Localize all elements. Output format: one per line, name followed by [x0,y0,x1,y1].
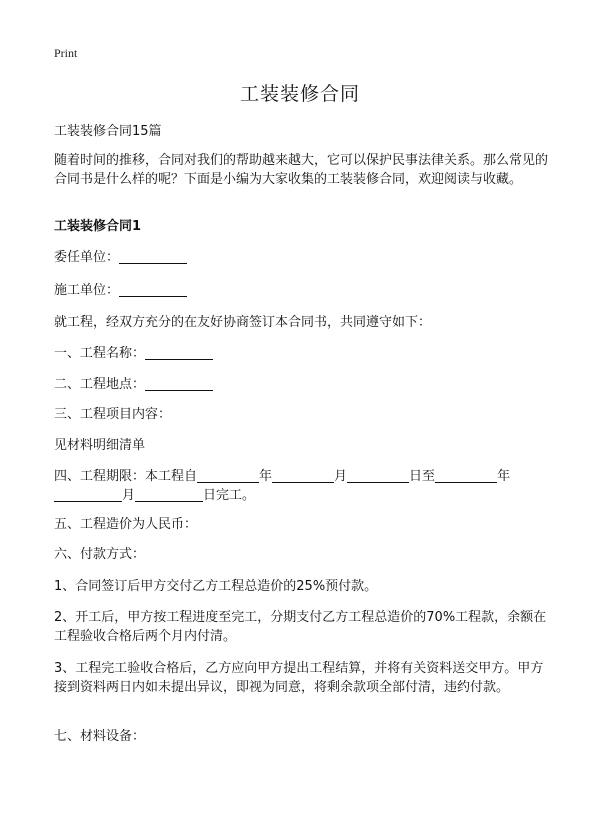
period-label: 四、工程期限：本工程自 [54,469,198,484]
start-year-blank [197,468,259,483]
end-year-blank [435,468,497,483]
agreement-text: 就工程，经双方充分的在友好协商签订本合同书，共同遵守如下： [54,315,432,330]
item-materials: 七、材料设备： [54,729,146,744]
client-blank [119,249,187,264]
item-payment-method: 六、付款方式： [54,547,146,562]
item-project-location-label: 二、工程地点： [54,377,146,392]
item-project-cost: 五、工程造价为人民币： [54,517,198,532]
project-name-blank [145,345,213,360]
contractor-field [54,281,550,300]
client-label: 委任单位： [54,250,120,265]
item-project-name-label: 一、工程名称： [54,346,146,361]
payment-clause-3: 3、工程完工验收合格后，乙方应向甲方提出工程结算，并将有关资料送交甲方。甲方接到资料两日内如未提出异议，即视为同意，将剩余款项全部付清，违约付款。 [54,661,544,695]
item-project-content: 三、工程项目内容： [54,407,172,422]
intro-paragraph: 随着时间的推移，合同对我们的帮助越来越大，它可以保护民事法律关系。那么常见的合同书是什么样的呢？下面是小编为大家收集的工装装修合同，欢迎阅读与收藏。 [54,153,549,187]
start-day-blank [347,468,409,483]
project-content-value: 见材料明细清单 [54,438,146,453]
start-month-blank [272,468,334,483]
item-project-period [54,467,550,486]
year-unit: 年 [497,469,511,484]
document-title: 工装装修合同 [239,83,360,105]
month-unit: 月 [122,488,136,503]
end-day-blank [135,487,203,502]
month-unit: 月 [334,469,348,484]
payment-clause-1: 1、合同签订后甲方交付乙方工程总造价的25%预付款。 [54,579,378,594]
day-to-unit: 日至 [409,469,436,484]
item-project-name [54,344,550,363]
item-project-period-cont [54,486,550,505]
document-subtitle: 工装装修合同15篇 [54,124,162,139]
contractor-label: 施工单位： [54,283,120,298]
payment-clause-2: 2、开工后，甲方按工程进度至完工，分期支付乙方工程总造价的70%工程款，余额在工程验收合格后两个月内付清。 [54,610,547,644]
end-month-blank [54,487,122,502]
contractor-blank [119,282,187,297]
print-link[interactable]: Print [54,46,78,60]
section-heading: 工装装修合同1 [54,219,142,234]
year-unit: 年 [259,469,273,484]
day-complete-unit: 日完工。 [203,488,256,503]
item-project-location [54,375,550,394]
client-field [54,248,550,267]
project-location-blank [145,376,213,391]
